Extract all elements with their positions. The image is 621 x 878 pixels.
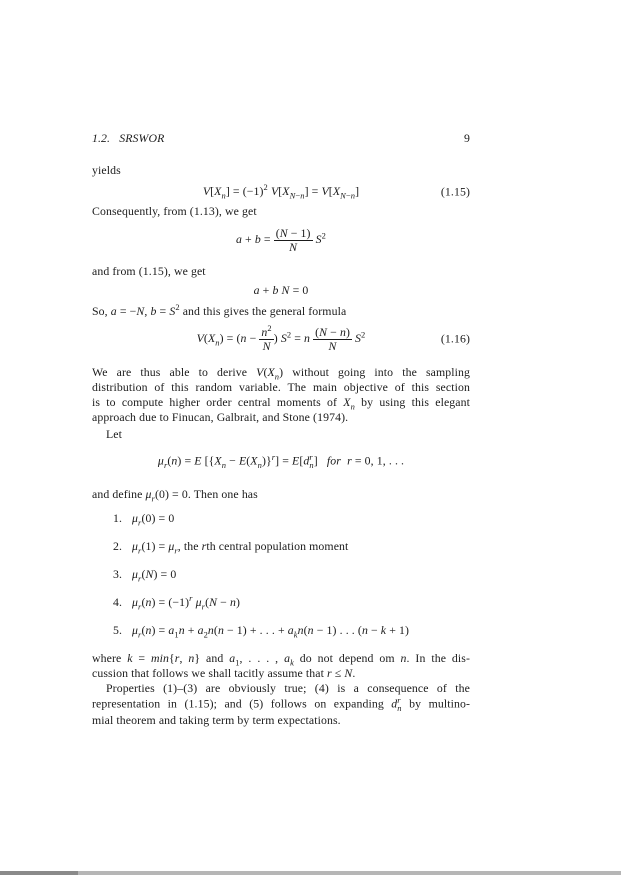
equation-1-16 — [92, 324, 470, 355]
paragraph-derive — [92, 365, 470, 425]
page-text-block — [92, 131, 470, 728]
horizontal-scrollbar[interactable] — [0, 871, 621, 875]
paragraph-line: We are thus able to derive $V(X_n)$ without going into the sampling — [92, 364, 471, 382]
paragraph-line: cussion that follows we shall tacitly assume that r ≤ N. — [92, 665, 356, 680]
running-header — [92, 131, 470, 146]
page-number: 9 — [464, 131, 470, 145]
list-item-number: 5. — [113, 622, 123, 637]
equation-mu-definition — [92, 453, 470, 470]
text-line-let: Let — [106, 426, 123, 441]
equation-mu-definition-math: $\mu_r(n) = E$ $[\{X_n - E(X_n)\}^r] = E[d$ r n ] for r = 0, 1, . . . — [157, 451, 405, 471]
paragraph-where — [92, 651, 470, 681]
equation-1-15 — [92, 184, 470, 199]
paragraph-line: approach due to Finucan, Galbrait, and Stone (1974). — [92, 409, 349, 424]
list-item — [92, 567, 470, 582]
equation-abn-zero — [92, 283, 470, 298]
paragraph-line: where k = min{r, n} and $a_1$, . . . , $a_k$ do not depend om n. In the dis- — [92, 650, 470, 668]
paragraph-properties — [92, 681, 470, 728]
text-line-yields: yields — [92, 163, 121, 177]
equation-1-16-math: $V(X_n) = (n$ − $\frac{n^2}{N}$ ) $S^2 = n$ $\frac{(N - n)}{N}$ $S^2$ — [196, 323, 366, 353]
list-item-number: 3. — [113, 566, 123, 581]
paragraph-line: distribution of this random variable. The main objective of this section — [92, 379, 470, 394]
list-item — [92, 623, 470, 638]
list-item-text: $\mu_r(1) = \mu_r$, the rth central population moment — [132, 538, 349, 556]
scrollbar-thumb[interactable] — [0, 871, 78, 875]
text-line-consequently: Consequently, from (1.13), we get — [92, 204, 257, 218]
list-item — [92, 592, 470, 612]
paragraph-line: representation in (1.15); and (5) follows on expanding d r n by multino- — [92, 694, 470, 714]
section-header: 1.2. SRSWOR — [92, 131, 165, 145]
paragraph-line: Properties (1)–(3) are obviously true; (4) is a consequence of the — [106, 680, 470, 695]
list-item-text: $\mu_r(0) = 0$ — [132, 510, 175, 528]
list-item-text: $\mu_r(n) = (-1)^r$ $\mu_r(N - n)$ — [132, 592, 240, 612]
list-item-number: 1. — [113, 510, 123, 525]
equation-1-16-tag: (1.16) — [440, 331, 470, 346]
equation-abn-zero-math: a + b N = 0 — [253, 282, 309, 297]
equation-1-15-math: $V[X_n] = (-1)^2$ $V[X_{N-n}] = V[X_{N-n}]$ — [202, 182, 360, 201]
list-item-number: 2. — [113, 538, 123, 553]
list-item-text: $\mu_r(n) = a_1n + a_2n(n - 1)$ + . . . + $a_kn(n - 1)$ . . . (n − k + 1) — [132, 622, 410, 640]
equation-a-plus-b-math: a + b = $\frac{(N - 1)}{N}$ $S^2$ — [235, 226, 326, 254]
text-line-so: So, a = −N, $b = S^2$ and this gives the general formula — [92, 302, 347, 318]
text-line-and-from: and from (1.15), we get — [92, 263, 206, 278]
list-item-number: 4. — [113, 594, 123, 609]
paragraph-line: is to compute higher order central moments of $X_n$ by using this elegant — [92, 394, 470, 412]
paragraph-line: mial theorem and taking term by term expectations. — [92, 712, 341, 727]
list-item-text: $\mu_r(N) = 0$ — [132, 566, 177, 584]
equation-1-15-tag: (1.15) — [440, 184, 470, 198]
equation-a-plus-b — [92, 225, 470, 256]
property-list — [92, 511, 470, 638]
list-item — [92, 539, 470, 554]
list-item — [92, 511, 470, 526]
text-line-define: and define $\mu_r(0) = 0$. Then one has — [92, 486, 258, 504]
